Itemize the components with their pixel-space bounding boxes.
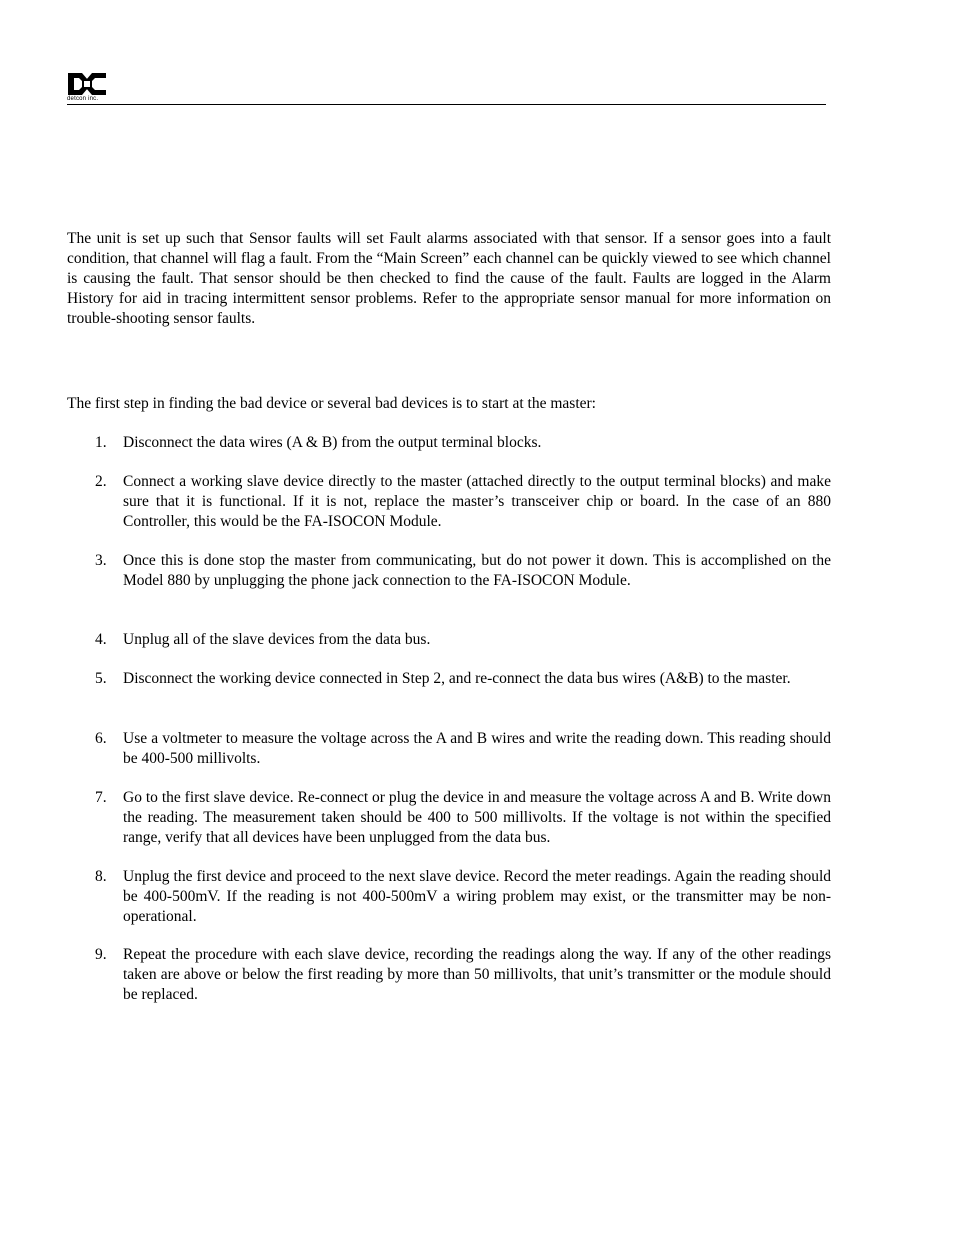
procedure-intro: The first step in finding the bad device or several bad devices is to start at the master:	[67, 395, 596, 412]
document-body	[67, 229, 831, 1003]
step-number: 6.	[95, 730, 107, 747]
step-text: Disconnect the working device connected in Step 2, and re-connect the data bus wires (A&B) to the master.	[123, 670, 791, 687]
intro-paragraph: The unit is set up such that Sensor faults will set Fault alarms associated with that sensor. If a sensor goes into a fault condition, that channel will flag a fault. From the “Main Screen” each channel can be quickly viewed to see which channel is causing the fault. That sensor should be then checked to find the cause of the fault. Faults are logged in the Alarm History for aid in tracing intermittent sensor problems. Refer to the appropriate sensor manual for more information on trouble-shooting sensor faults.	[67, 230, 831, 327]
company-logo	[67, 72, 107, 104]
detcon-logo-icon	[67, 72, 107, 96]
step-number: 2.	[95, 473, 107, 490]
step-text: Connect a working slave device directly to the master (attached directly to the output terminal blocks) and make sure that it is functional. If it is not, replace the master’s transceiver chip or board. In the case of an 880 Controller, this would be the FA-ISOCON Module.	[123, 473, 831, 530]
step-number: 8.	[95, 868, 107, 885]
step-text: Repeat the procedure with each slave device, recording the readings along the way. If any of the other readings taken are above or below the first reading by more than 50 millivolts, that unit’s transmitter or the module should be replaced.	[123, 946, 831, 1003]
page-header	[67, 72, 826, 105]
step-text: Once this is done stop the master from communicating, but do not power it down. This is accomplished on the Model 880 by unplugging the phone jack connection to the FA-ISOCON Module.	[123, 552, 831, 589]
logo-text: detcon inc.	[67, 96, 99, 102]
step-text: Go to the first slave device. Re-connect or plug the device in and measure the voltage across A and B. Write down the reading. The measurement taken should be 400 to 500 millivolts. If the voltage is not within the specified range, verify that all devices have been unplugged from the data bus.	[123, 789, 831, 846]
step-number: 4.	[95, 631, 107, 648]
step-text: Unplug all of the slave devices from the data bus.	[123, 631, 431, 648]
header-divider	[67, 104, 826, 105]
step-number: 9.	[95, 946, 107, 963]
step-text: Unplug the first device and proceed to the next slave device. Record the meter readings. Again the reading should be 400-500mV. If the reading is not 400-500mV a wiring problem may exist, or the transmitter may be non-operational.	[123, 868, 831, 925]
step-text: Disconnect the data wires (A & B) from the output terminal blocks.	[123, 434, 542, 451]
step-text: Use a voltmeter to measure the voltage across the A and B wires and write the reading down. This reading should be 400-500 millivolts.	[123, 730, 831, 767]
step-number: 1.	[95, 434, 107, 451]
step-number: 7.	[95, 789, 107, 806]
step-number: 3.	[95, 552, 107, 569]
step-number: 5.	[95, 670, 107, 687]
